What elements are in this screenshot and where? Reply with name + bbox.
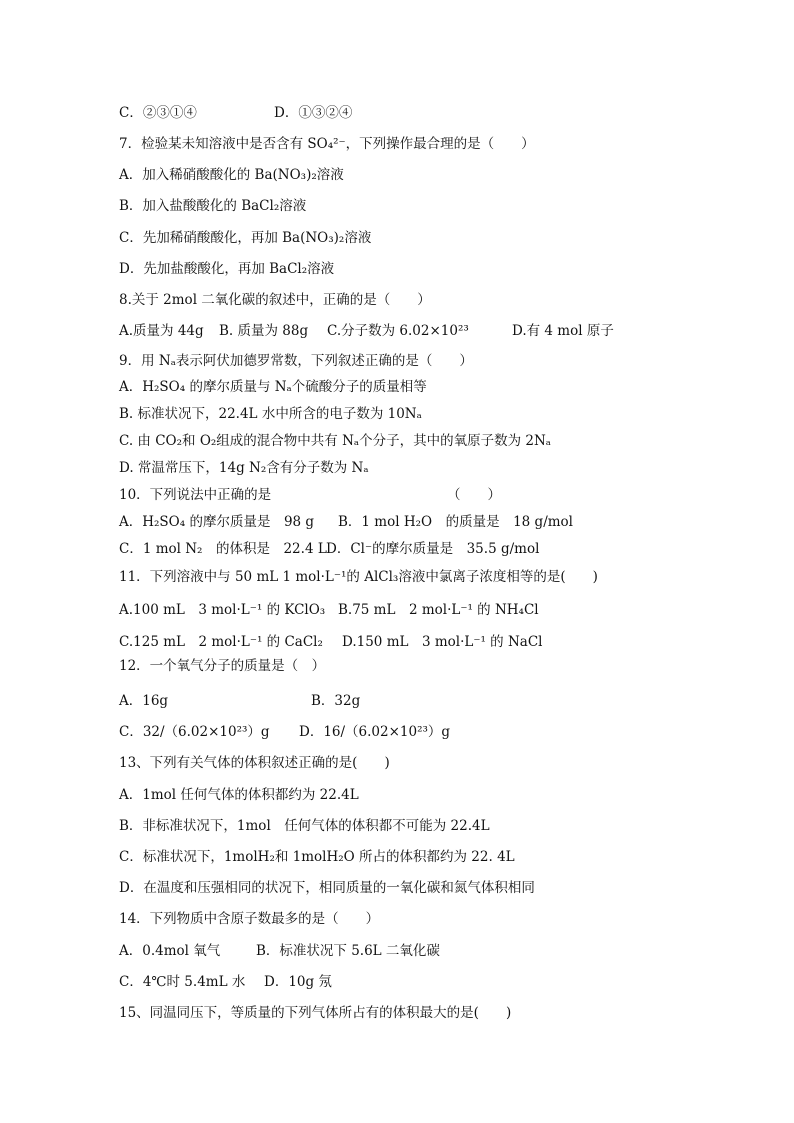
q11-option-b: B.75 mL 2 mol·L⁻¹ 的 NH₄Cl: [338, 602, 539, 618]
q13-option-b: B．非标准状况下，1mol 任何气体的体积都不可能为 22.4L: [119, 818, 490, 834]
q7-option-b: B．加入盐酸酸化的 BaCl₂溶液: [119, 198, 307, 214]
q7-option-d: D．先加盐酸酸化，再加 BaCl₂溶液: [119, 261, 335, 277]
question-14: 14．下列物质中含原子数最多的是（ ）: [119, 911, 380, 927]
q8-option-c: C.分子数为 6.02×10²³: [327, 323, 469, 339]
q9-option-d: D. 常温常压下，14g N₂含有分子数为 Nₐ: [119, 460, 369, 476]
q9-option-a: A．H₂SO₄ 的摩尔质量与 Nₐ个硫酸分子的质量相等: [119, 379, 427, 395]
q12-option-d: D．16/（6.02×10²³）g: [299, 724, 451, 740]
q12-option-b: B．32g: [311, 693, 361, 709]
q10-option-a: A．H₂SO₄ 的摩尔质量是 98 g: [119, 514, 315, 530]
q13-option-c: C．标准状况下，1molH₂和 1molH₂O 所占的体积都约为 22. 4L: [119, 849, 515, 865]
q10-option-c: C．1 mol N₂ 的体积是 22.4 L: [119, 541, 327, 557]
q7-option-c: C．先加稀硝酸酸化，再加 Ba(NO₃)₂溶液: [119, 230, 372, 246]
q13-option-d: D．在温度和压强相同的状况下，相同质量的一氧化碳和氮气体积相同: [119, 880, 535, 896]
q9-option-c: C. 由 CO₂和 O₂组成的混合物中共有 Nₐ个分子，其中的氧原子数为 2Nₐ: [119, 433, 552, 449]
q8-option-a: A.质量为 44g: [119, 323, 204, 339]
option-c: C．②③①④: [119, 105, 197, 121]
question-12: 12．一个氧气分子的质量是（ ）: [119, 658, 326, 674]
q8-option-d: D.有 4 mol 原子: [512, 323, 614, 339]
q14-option-d: D．10g 氖: [264, 974, 332, 990]
q13-option-a: A．1mol 任何气体的体积都约为 22.4L: [119, 787, 359, 803]
q8-option-b: B. 质量为 88g: [219, 323, 309, 339]
question-9: 9．用 Nₐ表示阿伏加德罗常数，下列叙述正确的是（ ）: [119, 353, 473, 369]
q14-option-c: C．4℃时 5.4mL 水: [119, 974, 246, 990]
question-13: 13、下列有关气体的体积叙述正确的是( ): [119, 755, 390, 771]
question-7: 7．检验某未知溶液中是否含有 SO₄²⁻，下列操作最合理的是（ ）: [119, 136, 535, 152]
q7-option-a: A．加入稀硝酸酸化的 Ba(NO₃)₂溶液: [119, 167, 344, 183]
question-11: 11．下列溶液中与 50 mL 1 mol·L⁻¹的 AlCl₃溶液中氯离子浓度相等的是( ): [119, 569, 598, 585]
q11-option-a: A.100 mL 3 mol·L⁻¹ 的 KClO₃: [119, 602, 326, 618]
question-8: 8.关于 2mol 二氧化碳的叙述中，正确的是（ ）: [119, 292, 431, 308]
q10-option-b: B．1 mol H₂O 的质量是 18 g/mol: [338, 514, 573, 530]
q11-option-d: D.150 mL 3 mol·L⁻¹ 的 NaCl: [342, 634, 543, 650]
q12-option-c: C．32/（6.02×10²³）g: [119, 724, 270, 740]
question-15: 15、同温同压下，等质量的下列气体所占有的体积最大的是( ): [119, 1005, 512, 1021]
q10-stem: 10．下列说法中正确的是: [119, 487, 272, 503]
q14-option-b: B．标准状况下 5.6L 二氧化碳: [256, 943, 440, 959]
q11-option-c: C.125 mL 2 mol·L⁻¹ 的 CaCl₂: [119, 634, 323, 650]
q9-option-b: B. 标准状况下，22.4L 水中所含的电子数为 10Nₐ: [119, 406, 422, 422]
q12-option-a: A．16g: [119, 693, 169, 709]
q14-option-a: A．0.4mol 氧气: [119, 943, 221, 959]
q10-option-d: D．Cl⁻的摩尔质量是 35.5 g/mol: [326, 541, 540, 557]
q10-answer-blank: （ ）: [447, 487, 501, 503]
option-d: D．①③②④: [274, 105, 353, 121]
